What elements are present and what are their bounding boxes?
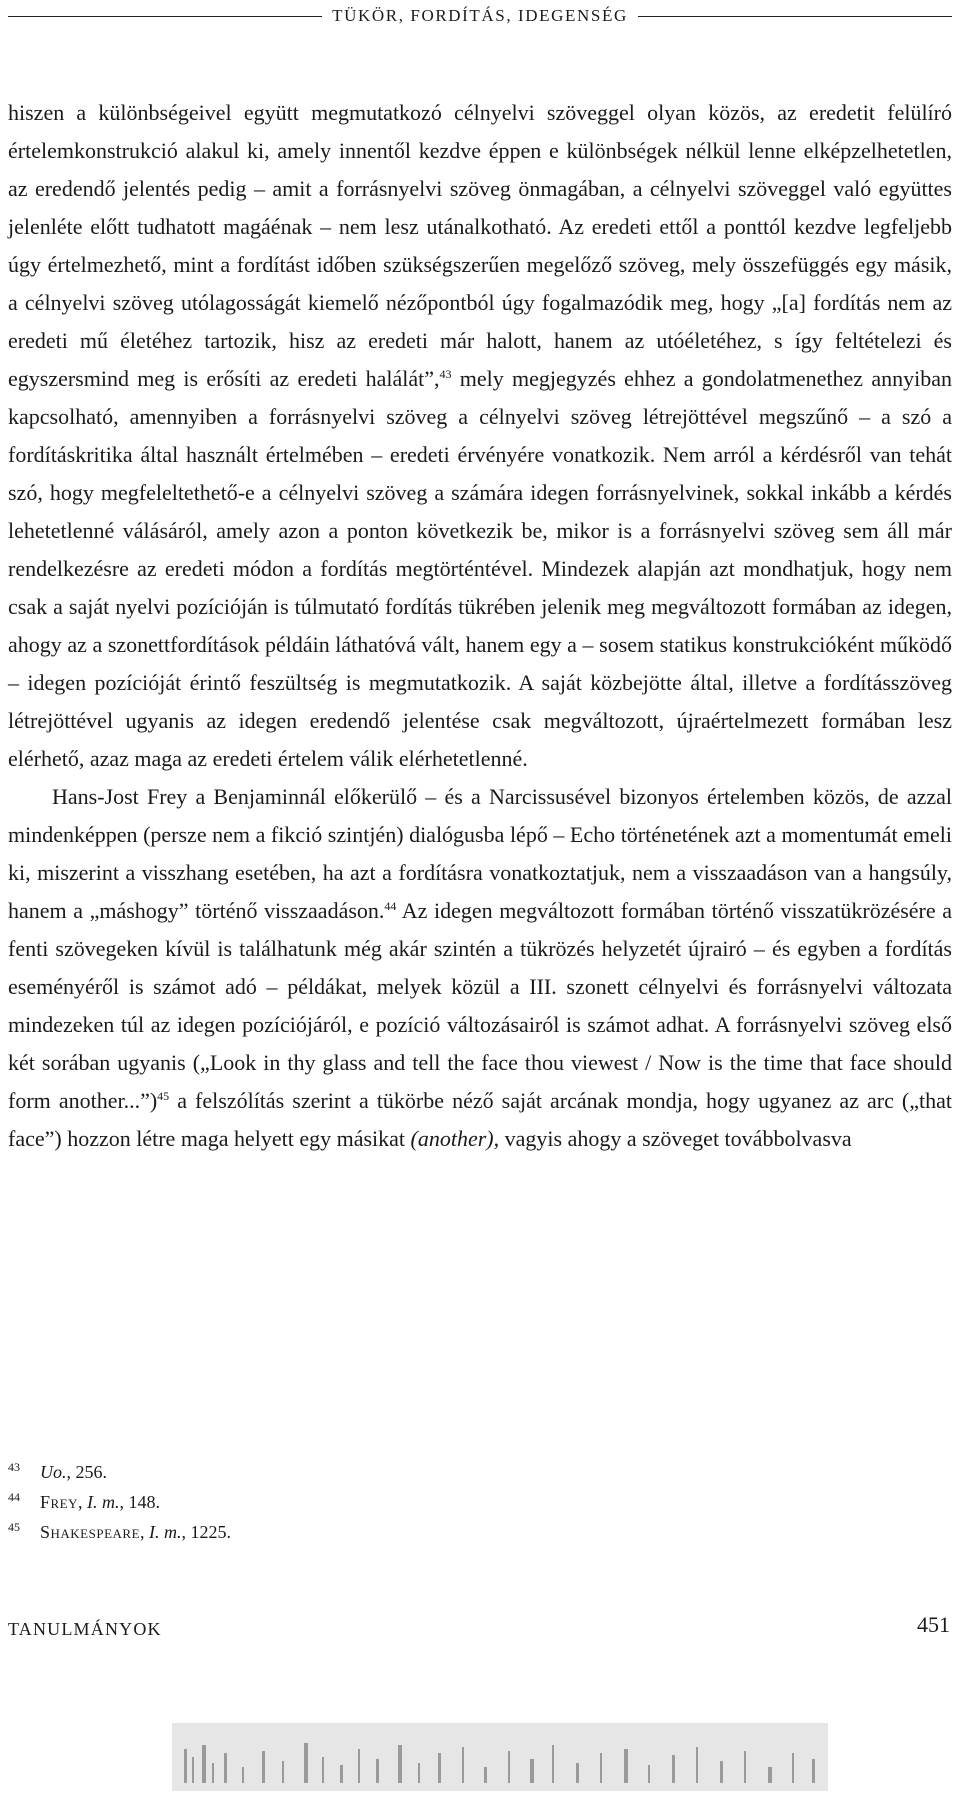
footnote-43 [8, 1457, 952, 1487]
footnote-44 [8, 1487, 952, 1517]
paragraph-1 [8, 94, 952, 778]
footnote-rest: , 256. [66, 1462, 107, 1482]
footnote-ref: 44 [384, 899, 397, 913]
footnote-author: Shakespeare [40, 1522, 141, 1542]
text-segment: a felszólítás szerint a tükörbe néző saját arcának mondja, hogy ugyanez az arc („that face”) hozzon létre maga helyett egy másikat [8, 1088, 953, 1151]
footnote-author: Frey [40, 1492, 79, 1512]
header-rule-right [638, 16, 952, 17]
footnote-45 [8, 1517, 952, 1547]
footer-section-label: TANULMÁNYOK [8, 1619, 162, 1639]
text-segment: , vagyis ahogy a szöveget továbbolvasva [493, 1126, 852, 1151]
stamp-marks-icon [172, 1723, 828, 1791]
footnote-text [40, 1517, 231, 1547]
text-segment: mely megjegyzés ehhez a gondolatmenethez annyiban kapcsolható, amennyiben a forrásnyelvi szöveg a célnyelvi szöveg létrejöttével megszűnő – a szó a fordításkritika által használt értelmében – eredeti érvényére vonatkozik. Nem arról a kérdésről van tehát szó, hogy megfeleltethető-e a célnyelvi szöveg a számára idegen forrásnyelvinek, sokkal inkább a kérdés lehetetlenné válásáról, amely azon a ponton következik be, mikor is a forrásnyelvi szöveg sem áll már rendelkezésre az eredeti módon a fordítás megtörténtével. Mindezek alapján azt mondhatjuk, hogy nem csak a saját nyelvi pozícióján is túlmutató fordítás tükrében jelenik meg megváltozott formában az idegen, ahogy az a szonettfordítások példáin láthatóvá vált, hanem egy a – sosem statikus konstrukcióként működő – idegen pozícióját érintő feszültség is megmutatkozik. A saját közbejötte által, illetve a fordításszöveg létrejöttével ugyanis az idegen eredendő jelentése csak megváltozott, újraértelmezett formában lesz elérhető, azaz maga az eredeti értelem válik elérhetetlenné. [8, 366, 952, 771]
running-header [8, 4, 952, 28]
footnote-ref: 45 [157, 1089, 170, 1103]
footnote-ref: 43 [439, 367, 452, 381]
text-segment: Hans-Jost Frey a Benjaminnál előkerülő – és a Narcissusével bizonyos értelemben közös, de azzal mindenképpen (persze nem a fikció szintjén) dialógusba lépő – Echo történetének azt a momentumát emeli ki, miszerint a visszhang esetében, ha azt a fordításra vonatkoztatjuk, nem a visszaadáson van a hangsúly, hanem a „máshogy” történő visszaadáson. [8, 784, 952, 923]
text-segment: Az idegen megváltozott formában történő visszatükrözésére a fenti szövegeken kívül is találhatunk még akár szintén a tükrözés helyzetét újrairó – és egyben a fordítás eseményéről is számot adó – példákat, melyek közül a III. szonett célnyelvi és forrásnyelvi változata mindezeken túl az idegen pozíciójáról, e pozíció változásairól is számot adhat. A forrásnyelvi szöveg első két sorában ugyanis („Look in thy glass and tell the face thou viewest / Now is the time that face should form another...”) [8, 898, 952, 1113]
footnote-rest: , 148. [119, 1492, 161, 1512]
footnote-sep: , [140, 1522, 150, 1542]
footnote-number: 44 [8, 1490, 20, 1504]
footnote-ref-title: I. m. [149, 1522, 182, 1542]
footnote-number: 43 [8, 1460, 20, 1474]
footnote-ref-title: I. m. [87, 1492, 120, 1512]
footnotes [8, 1457, 952, 1547]
footnote-text [40, 1487, 160, 1517]
footnote-number: 45 [8, 1520, 20, 1534]
library-stamp [172, 1723, 828, 1791]
text-segment-italic: (another) [410, 1126, 494, 1151]
footnote-sep: , [78, 1492, 88, 1512]
main-text [8, 94, 952, 1158]
paragraph-2 [8, 778, 952, 1158]
footnote-rest: , 1225. [181, 1522, 232, 1542]
footnote-ref-title: Uo. [40, 1462, 67, 1482]
running-title: TÜKÖR, FORDÍTÁS, IDEGENSÉG [332, 6, 628, 25]
text-segment: hiszen a különbségeivel együtt megmutatkozó célnyelvi szöveggel olyan közös, az eredetit felülíró értelemkonstrukció alakul ki, amely innentől kezdve éppen e különbségek nélkül lenne elképzelhetetlen, az eredendő jelentés pedig – amit a forrásnyelvi szöveg önmagában, a célnyelvi szöveggel való együttes jelenléte előtt tudhatott magáénak – nem lesz utánalkotható. Az eredeti ettől a ponttól kezdve legfeljebb úgy értelmezhető, mint a fordítást időben szükségszerűen megelőző szöveg, mely összefüggés egy másik, a célnyelvi szöveg utólagosságát kiemelő nézőpontból úgy fogalmazódik meg, hogy „[a] fordítás nem az eredeti mű életéhez tartozik, hisz az eredeti már halott, hanem az utóéletéhez, s így feltételezi és egyszersmind meg is erősíti az eredeti halálát”, [8, 100, 952, 391]
page-number: 451 [917, 1612, 950, 1637]
header-rule-left [8, 16, 322, 17]
footnote-text [40, 1457, 107, 1487]
